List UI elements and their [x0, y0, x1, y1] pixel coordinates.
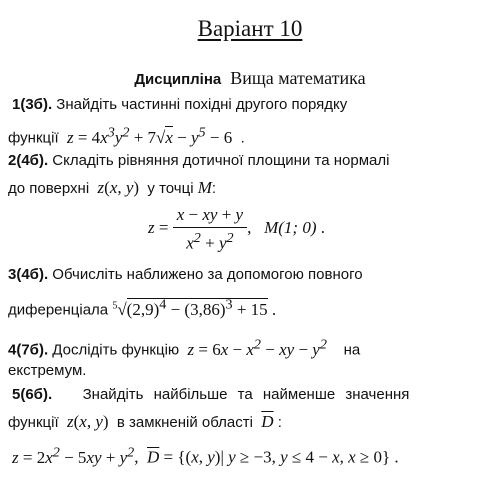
task-4-text-2: екстремум. — [8, 362, 87, 379]
task-4-formula: $z = 6x - x^2$ − xy − $y^2$ — [187, 336, 327, 359]
task-5-domain-symbol: $\overline{D}$ — [261, 412, 274, 431]
task-4-text-1: Дослідіть функцію — [52, 341, 180, 359]
task-5-line-2: функції z(x, y) в замкненій області $\overline{D}$ : — [8, 412, 282, 431]
task-1-formula-end: . — [240, 129, 245, 147]
task-2-point-text: у точці — [147, 180, 194, 197]
task-1-text-2: функції — [8, 129, 59, 147]
task-2-point-value: M(1; 0) — [264, 218, 317, 238]
task-4-line-1 — [8, 336, 360, 360]
discipline-line — [0, 68, 500, 89]
task-3-text-1: Обчисліть наближено за допомогою повного — [52, 266, 363, 283]
discipline-label: Дисципліна — [134, 71, 222, 88]
task-2-fraction: $\frac{x - xy + y}{x^2 + y^2}$ — [173, 205, 247, 254]
task-3-formula: $^5√(2,9)^4 - (3,86)^3 + 15$ . — [112, 296, 277, 319]
task-2-number: 2(4б). — [8, 152, 49, 169]
task-1-text-1: Знайдіть частинні похідні другого порядку — [56, 96, 348, 113]
task-2-text-2: до поверхні — [8, 180, 90, 197]
task-1-line-1 — [12, 96, 347, 113]
task-3-line-2 — [8, 296, 276, 320]
task-4-line-2 — [8, 362, 86, 379]
task-5-text-2a: функції — [8, 414, 59, 431]
task-4-text-after: на — [343, 341, 361, 359]
task-2-zxy: z(x, y) — [97, 178, 140, 197]
task-2-text-1: Складіть рівняння дотичної площини та нормалі — [52, 152, 390, 169]
task-3-line-1 — [8, 266, 363, 283]
task-3-number: 3(4б). — [8, 266, 49, 283]
task-3-text-2: диференціала — [8, 301, 109, 319]
task-2-formula: z = $\frac{x - xy + y}{x^2 + y^2}$ , M(1; 0) . — [148, 205, 325, 253]
task-1-number: 1(3б). — [12, 96, 53, 113]
task-2-point-label: M — [197, 178, 212, 197]
task-5-formula: $z = 2x^2 - 5xy + y^2$, $\overline{D} = \{(x$, y)| y ≥ −3, y ≤ 4 − x, x ≥ 0} . — [12, 444, 399, 467]
task-5-text-1: Знайдіть найбільше та найменше значення — [82, 386, 410, 403]
variant-title — [0, 16, 500, 42]
variant-title-text: Варіант 10 — [197, 16, 303, 41]
task-5-number: 5(6б). — [12, 386, 53, 403]
task-2-line-2: до поверхні z(x, y) у точці M: — [8, 178, 217, 197]
task-2-line-1 — [8, 152, 389, 169]
task-5-zxy: z(x, y) — [66, 412, 109, 431]
task-1-formula: $z = 4x^3y^2 + 7√x - y^5 - 6$ — [66, 124, 233, 147]
task-5-line-1 — [12, 386, 409, 403]
task-1-line-2 — [8, 124, 245, 148]
task-4-number: 4(7б). — [8, 341, 49, 359]
discipline-name: Вища математика — [230, 68, 366, 88]
task-5-text-2b: в замкненій області — [116, 414, 253, 431]
